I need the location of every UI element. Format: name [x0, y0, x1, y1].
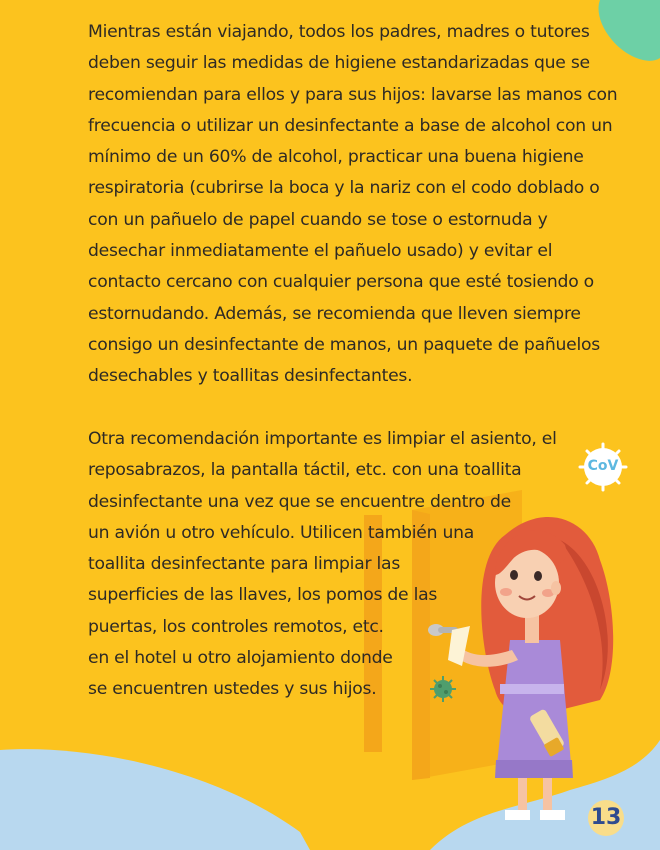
text-line: con un pañuelo de papel cuando se tose o estornuda y [88, 209, 548, 230]
bottom-blob [0, 749, 310, 850]
text-line: frecuencia o utilizar un desinfectante a base de alcohol con un [88, 115, 613, 136]
text-line: recomiendan para ellos y para sus hijos: lavarse las manos con [88, 84, 618, 105]
text-line: superficies de las llaves, los pomos de las [88, 585, 438, 606]
text-line: en el hotel u otro alojamiento donde [88, 648, 393, 669]
text-line: puertas, los controles remotos, etc. [88, 616, 384, 637]
coronavirus-badge-label: CoV [587, 458, 619, 474]
page-number: 13 [588, 800, 624, 836]
paragraph-1 [88, 17, 618, 393]
text-line: mínimo de un 60% de alcohol, practicar una buena higiene [88, 147, 584, 168]
text-line: se encuentren ustedes y sus hijos. [88, 679, 377, 700]
text-line: respiratoria (cubrirse la boca y la nariz con el codo doblado o [88, 178, 600, 199]
text-line: reposabrazos, la pantalla táctil, etc. con una toallita [88, 460, 522, 481]
text-line: Mientras están viajando, todos los padres, madres o tutores [88, 22, 590, 42]
text-line: desechar inmediatamente el pañuelo usado) y evitar el [88, 241, 553, 262]
text-line: deben seguir las medidas de higiene estandarizadas que se [88, 53, 590, 74]
paragraph-2 [88, 424, 557, 706]
text-line: un avión u otro vehículo. Utilicen también una [88, 522, 475, 543]
text-line: contacto cercano con cualquier persona que esté tosiendo o [88, 272, 594, 293]
text-line: desinfectante una vez que se encuentre dentro de [88, 491, 511, 512]
text-line: estornudando. Además, se recomienda que lleven siempre [88, 303, 581, 324]
text-line: desechables y toallitas desinfectantes. [88, 366, 413, 387]
text-line: toallita desinfectante para limpiar las [88, 554, 401, 575]
text-line: Otra recomendación importante es limpiar el asiento, el [88, 429, 557, 449]
text-line: consigo un desinfectante de manos, un paquete de pañuelos [88, 334, 600, 355]
